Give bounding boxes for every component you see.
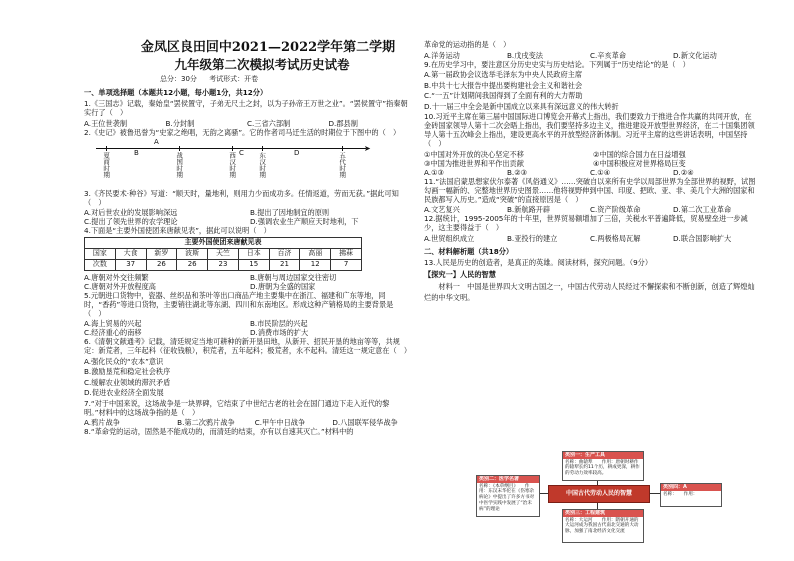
table-cell: 26: [146, 259, 177, 270]
table-cell: 大食: [115, 248, 146, 259]
q12-options: [424, 234, 756, 243]
q2-timeline: [84, 139, 410, 187]
q1-option-a[interactable]: A.王位世袭制: [84, 118, 128, 128]
left-column: [84, 86, 410, 438]
category-a-heading: 类别四：A: [661, 484, 721, 491]
category-engineering-body: 名称：大运河 作用：隋朝开通的大运河成为我国古代南北交通的大动脉，加强了南北经济文化交流: [565, 517, 639, 535]
q11-option-d[interactable]: D.第二次工业革命: [673, 205, 732, 214]
timeline-letter-c: C: [239, 148, 244, 157]
q9-options: [424, 70, 756, 111]
table-cell: 拂菻: [331, 248, 362, 259]
q7-option-b[interactable]: B.第二次鸦片战争: [177, 418, 235, 427]
category-box-tools: [562, 451, 644, 481]
category-box-engineering: [562, 509, 644, 543]
q10-option-a[interactable]: A.①③: [424, 167, 444, 177]
q11-options: [424, 205, 756, 214]
q10-option-d[interactable]: D.②④: [673, 167, 694, 177]
q1-option-c[interactable]: C.三省六部制: [247, 118, 291, 128]
q12-option-d[interactable]: D.联合国影响扩大: [673, 233, 732, 243]
q4-table-row: [85, 259, 362, 270]
timeline-tick: [342, 146, 343, 151]
timeline-letter-b: B: [134, 148, 139, 157]
table-cell: 次数: [85, 259, 116, 270]
q5-options: [84, 319, 410, 337]
q5-option-a[interactable]: A.海上贸易的兴起: [84, 319, 142, 328]
timeline-tick: [179, 146, 180, 151]
category-box-medicine: [476, 475, 540, 517]
timeline-letter-d: D: [294, 148, 300, 157]
q5-option-c[interactable]: C.经济重心的南移: [84, 328, 142, 337]
q4-table-header-row: [85, 248, 362, 259]
q12-option-c[interactable]: C.两极格局瓦解: [590, 233, 641, 243]
category-box-a: [660, 483, 722, 507]
timeline-label-xihan: 西汉时期: [228, 151, 237, 178]
q2-stem: 2.《史记》被鲁迅誉为“史家之绝唱，无韵之离骚”。它的作者司马迁生活的时期位于下图中的（ ）: [84, 127, 401, 137]
q4-option-a[interactable]: A.唐朝对外交往频繁: [84, 272, 149, 282]
q6-option-b[interactable]: B.激励垦荒和稳定社会秩序: [84, 367, 171, 376]
q8-options: [424, 51, 756, 60]
wisdom-diagram: [476, 451, 724, 543]
timeline-arrow-icon: ➤: [364, 143, 371, 153]
category-medicine-heading: 类别二：医学名著: [477, 476, 539, 483]
q10-item-4: ④中国积极应对世界格局巨变: [593, 158, 686, 168]
table-cell: 15: [238, 259, 269, 270]
table-cell: 天竺: [208, 248, 239, 259]
table-cell: 百济: [269, 248, 300, 259]
q4-options: [84, 273, 410, 291]
table-cell: 37: [115, 259, 146, 270]
table-cell: 波斯: [177, 248, 208, 259]
explore1-heading: 【探究一】人民的智慧: [424, 269, 496, 279]
table-cell: 高丽: [300, 248, 331, 259]
exam-title-line1: 金凤区良田回中2021—2022学年第二学期: [140, 40, 396, 55]
q11-stem: 11.“法国启蒙思想家伏尔泰著《风俗通义》……突破自以来所有史学以局部世界为全部世界的视野，试图勾画一幅新的、完整地世界历史图景……他将视野伸到中国、印度、把欧、亚、非、美几个大洲的国家和民族都写入历史。”造成“突破”的直接原因是（ ）: [424, 176, 756, 204]
timeline-label-wudai: 五代时期: [338, 151, 347, 178]
q11-option-a[interactable]: A.文艺复兴: [424, 205, 460, 214]
timeline-letter-a: A: [154, 137, 159, 146]
q4-option-d[interactable]: D.唐朝为全盛的国家: [250, 281, 316, 291]
timeline-tick: [262, 146, 263, 151]
timeline-label-donghan: 东汉时期: [258, 151, 267, 178]
q7-option-a[interactable]: A.鸦片战争: [84, 418, 120, 427]
q11-option-c[interactable]: C.资产阶级革命: [590, 205, 641, 214]
q10-stem: 10.习近平主席在第三届中国国际进口博览会开幕式上指出，我们要致力于推进合作共赢的共同开放，在金砖国家领导人第十二次会晤上指出，我们要坚持多边主义，推进建设开放型世界经济，在二十国集团领导人第十五次峰会上指出，建设更高水平的开放型经济新体制。习近平主席的这些讲话表明，中国坚持（ ）: [424, 112, 755, 148]
q10-option-b[interactable]: B.②③: [507, 167, 528, 177]
q9-option-c[interactable]: C.“一五”计划期间我国得到了全面有利的大力帮助: [424, 91, 583, 100]
q1-stem: 1.《三国志》记载，秦始皇“罢侯置守，子弟无尺土之封，以为子孙帝王万世之业”。“罢侯置守”指秦朝实行了（ ）: [84, 99, 408, 117]
table-cell: 21: [269, 259, 300, 270]
q8-option-b[interactable]: B.戊戌变法: [507, 50, 543, 60]
q9-stem: 9.在历史学习中，要注意区分历史史实与历史结论。下列属于“历史结论”的是（ ）: [424, 59, 690, 69]
q6-option-d[interactable]: D.促进农业经济全面发展: [84, 388, 164, 397]
exam-title-line2: 九年级第二次模拟考试历史试卷: [174, 57, 350, 72]
q3-option-a[interactable]: A.对后世农业的发展影响深远: [84, 208, 178, 217]
table-cell: 新罗: [146, 248, 177, 259]
q7-option-c[interactable]: C.甲午中日战争: [254, 418, 306, 427]
section1-heading: 一、单项选择题（本题共12小题，每小题1分，共12分）: [84, 88, 268, 97]
q8-stem-cont: 革命党的运动指的是（ ）: [424, 40, 511, 49]
exam-form: 考试形式：开卷: [209, 75, 259, 83]
q7-stem: 7.“对于中国来说，这场战争是一块界碑，它结束了中世纪古老的社会在国门通边下走入近代的黎明。”材料中的这场战争指的是（ ）: [84, 398, 390, 417]
q12-stem: 12.据统计，1995-2005年的十年里，世界贸易额增加了三倍，关税水平普遍降低，贸易壁垒进一步减少，这主要得益于（ ）: [424, 214, 748, 232]
category-tools-body: 名称：曲辕犁 作用：唐朝时耕作的辕犁长约11个历，耕成更深，耕作的劳动力效率较高。: [565, 459, 640, 477]
q13-stem: 13.人民是历史的创造者，是真正的英雄。阅读材料，探究问题。（9分）: [424, 257, 653, 267]
q8-option-d[interactable]: D.新文化运动: [673, 50, 717, 60]
q10-item-1: ①中国对外开放的决心坚定不移: [424, 149, 524, 159]
q10-options: [424, 168, 756, 177]
q6-option-a[interactable]: A.强化民众的“农本”意识: [84, 356, 164, 366]
timeline-label-xia-shang: 夏商时期: [102, 151, 111, 178]
q4-table-caption: 主要外国使团来唐献见表: [85, 237, 362, 248]
table-cell: 12: [300, 259, 331, 270]
q4-option-b[interactable]: B.唐朝与周边国家交往密切: [250, 272, 337, 282]
q1-option-d[interactable]: D.郡县制: [328, 118, 358, 128]
material1: 材料一 中国是世界四大文明古国之一，中国古代劳动人民经过不懈探索和不断创新，创造了辉煌灿烂的中华文明。: [424, 281, 755, 302]
q4-table: [84, 237, 362, 271]
category-tools-heading: 类别一：生产工具: [563, 452, 643, 459]
q11-option-b[interactable]: B.新航路开辟: [507, 205, 551, 214]
q10-option-c[interactable]: C.①④: [590, 167, 611, 177]
q9-option-d[interactable]: D.十一届三中全会是新中国成立以来具有深远意义的伟大转折: [424, 101, 619, 111]
q10-items: [424, 150, 756, 168]
right-column: [424, 40, 756, 304]
q7-option-d[interactable]: D.八国联军侵华战争: [332, 418, 398, 427]
timeline-tick: [106, 146, 107, 151]
q9-option-b[interactable]: B.中共十七大报告中提出要构建社会主义和谐社会: [424, 80, 583, 90]
q8-option-a[interactable]: A.洋务运动: [424, 50, 460, 60]
table-cell: 23: [208, 259, 239, 270]
q7-options: [84, 418, 410, 427]
diagram-center: 中国古代劳动人民的智慧: [548, 485, 650, 503]
q3-option-c[interactable]: C.提出了领先世界的农学理论: [84, 217, 178, 226]
q3-option-d[interactable]: D.强调农业生产顺应天时地利，下: [250, 217, 359, 226]
table-cell: 国家: [85, 248, 116, 259]
category-engineering-heading: 类别三：工程建筑: [563, 510, 643, 517]
q3-option-b[interactable]: B.提出了因地制宜的原则: [250, 208, 330, 217]
q6-stem: 6.《清朝文献通考》记载，清廷规定当地可耕种的新开垦田地，从新开、招民开垦的地亩等等，共规定：新荒者，三年起科（征收钱粮），积荒者，五年起科；极荒者，永不起科。清廷这一规定意在（ ）: [84, 337, 412, 355]
q9-option-a[interactable]: A.第一届政协会议选举毛泽东为中央人民政府主席: [424, 70, 583, 79]
category-medicine-body: 名称：《本草纲目》 作用：东汉末华佗在《伤寒杂病论》中提出了许多方书对中医学实践中发展了“治未病”的理论: [479, 483, 535, 513]
q5-option-b[interactable]: B.市民阶层的兴起: [250, 319, 308, 328]
q12-option-b[interactable]: B.亚投行的建立: [507, 233, 558, 243]
section2-heading: 二、材料解析题（共18分）: [424, 246, 514, 256]
q4-option-c[interactable]: C.唐朝对外开放程度高: [84, 281, 156, 291]
q4-stem: 4.下面是“主要外国使团来唐献见表”，据此可以说明（ ）: [84, 226, 271, 235]
q12-option-a[interactable]: A.世贸组织成立: [424, 233, 475, 243]
table-cell: 日本: [238, 248, 269, 259]
category-a-body: 名称： 作用：: [663, 491, 698, 497]
q8-option-c[interactable]: C.辛亥革命: [590, 50, 627, 60]
table-cell: 26: [177, 259, 208, 270]
exam-meta: [160, 75, 268, 84]
q10-item-2: ②中国的综合国力在日益增强: [593, 149, 686, 159]
q10-item-3: ③中国为推进世界和平作出贡献: [424, 158, 524, 168]
q6-option-c[interactable]: C.缓解农业领域的滞沢矛盾: [84, 377, 171, 387]
table-cell: 7: [331, 259, 362, 270]
exam-score: 总分：30分: [160, 75, 197, 83]
q1-option-b[interactable]: B.分封制: [165, 118, 195, 128]
q5-option-d[interactable]: D.消费市场的扩大: [250, 328, 309, 337]
timeline-label-zhanguo: 战国时期: [175, 151, 184, 178]
q8-stem: 8.“革命党的运动，固然是不能成功的，而清廷的结束，亦有以自速其灭亡。”材料中的: [84, 427, 354, 436]
q6-options: [84, 357, 410, 398]
timeline-tick: [232, 146, 233, 151]
q3-stem: 3.《齐民要术·种谷》写道：“顺天时，量地利，则用力少而成功多。任情返道，劳而无获。”据此可知（ ）: [84, 188, 399, 207]
q1-options: [84, 119, 410, 128]
q5-stem: 5.元朝进口货物中，瓷器、丝织品和茶叶等出口商品产地主要集中在浙江、福建和广东等地，同时，“香药”等进口货物，主要销往湖北等东湖、四川和东南地区。形成这种产销格局的主要背景是（ ）: [84, 290, 394, 318]
q3-options: [84, 208, 410, 226]
